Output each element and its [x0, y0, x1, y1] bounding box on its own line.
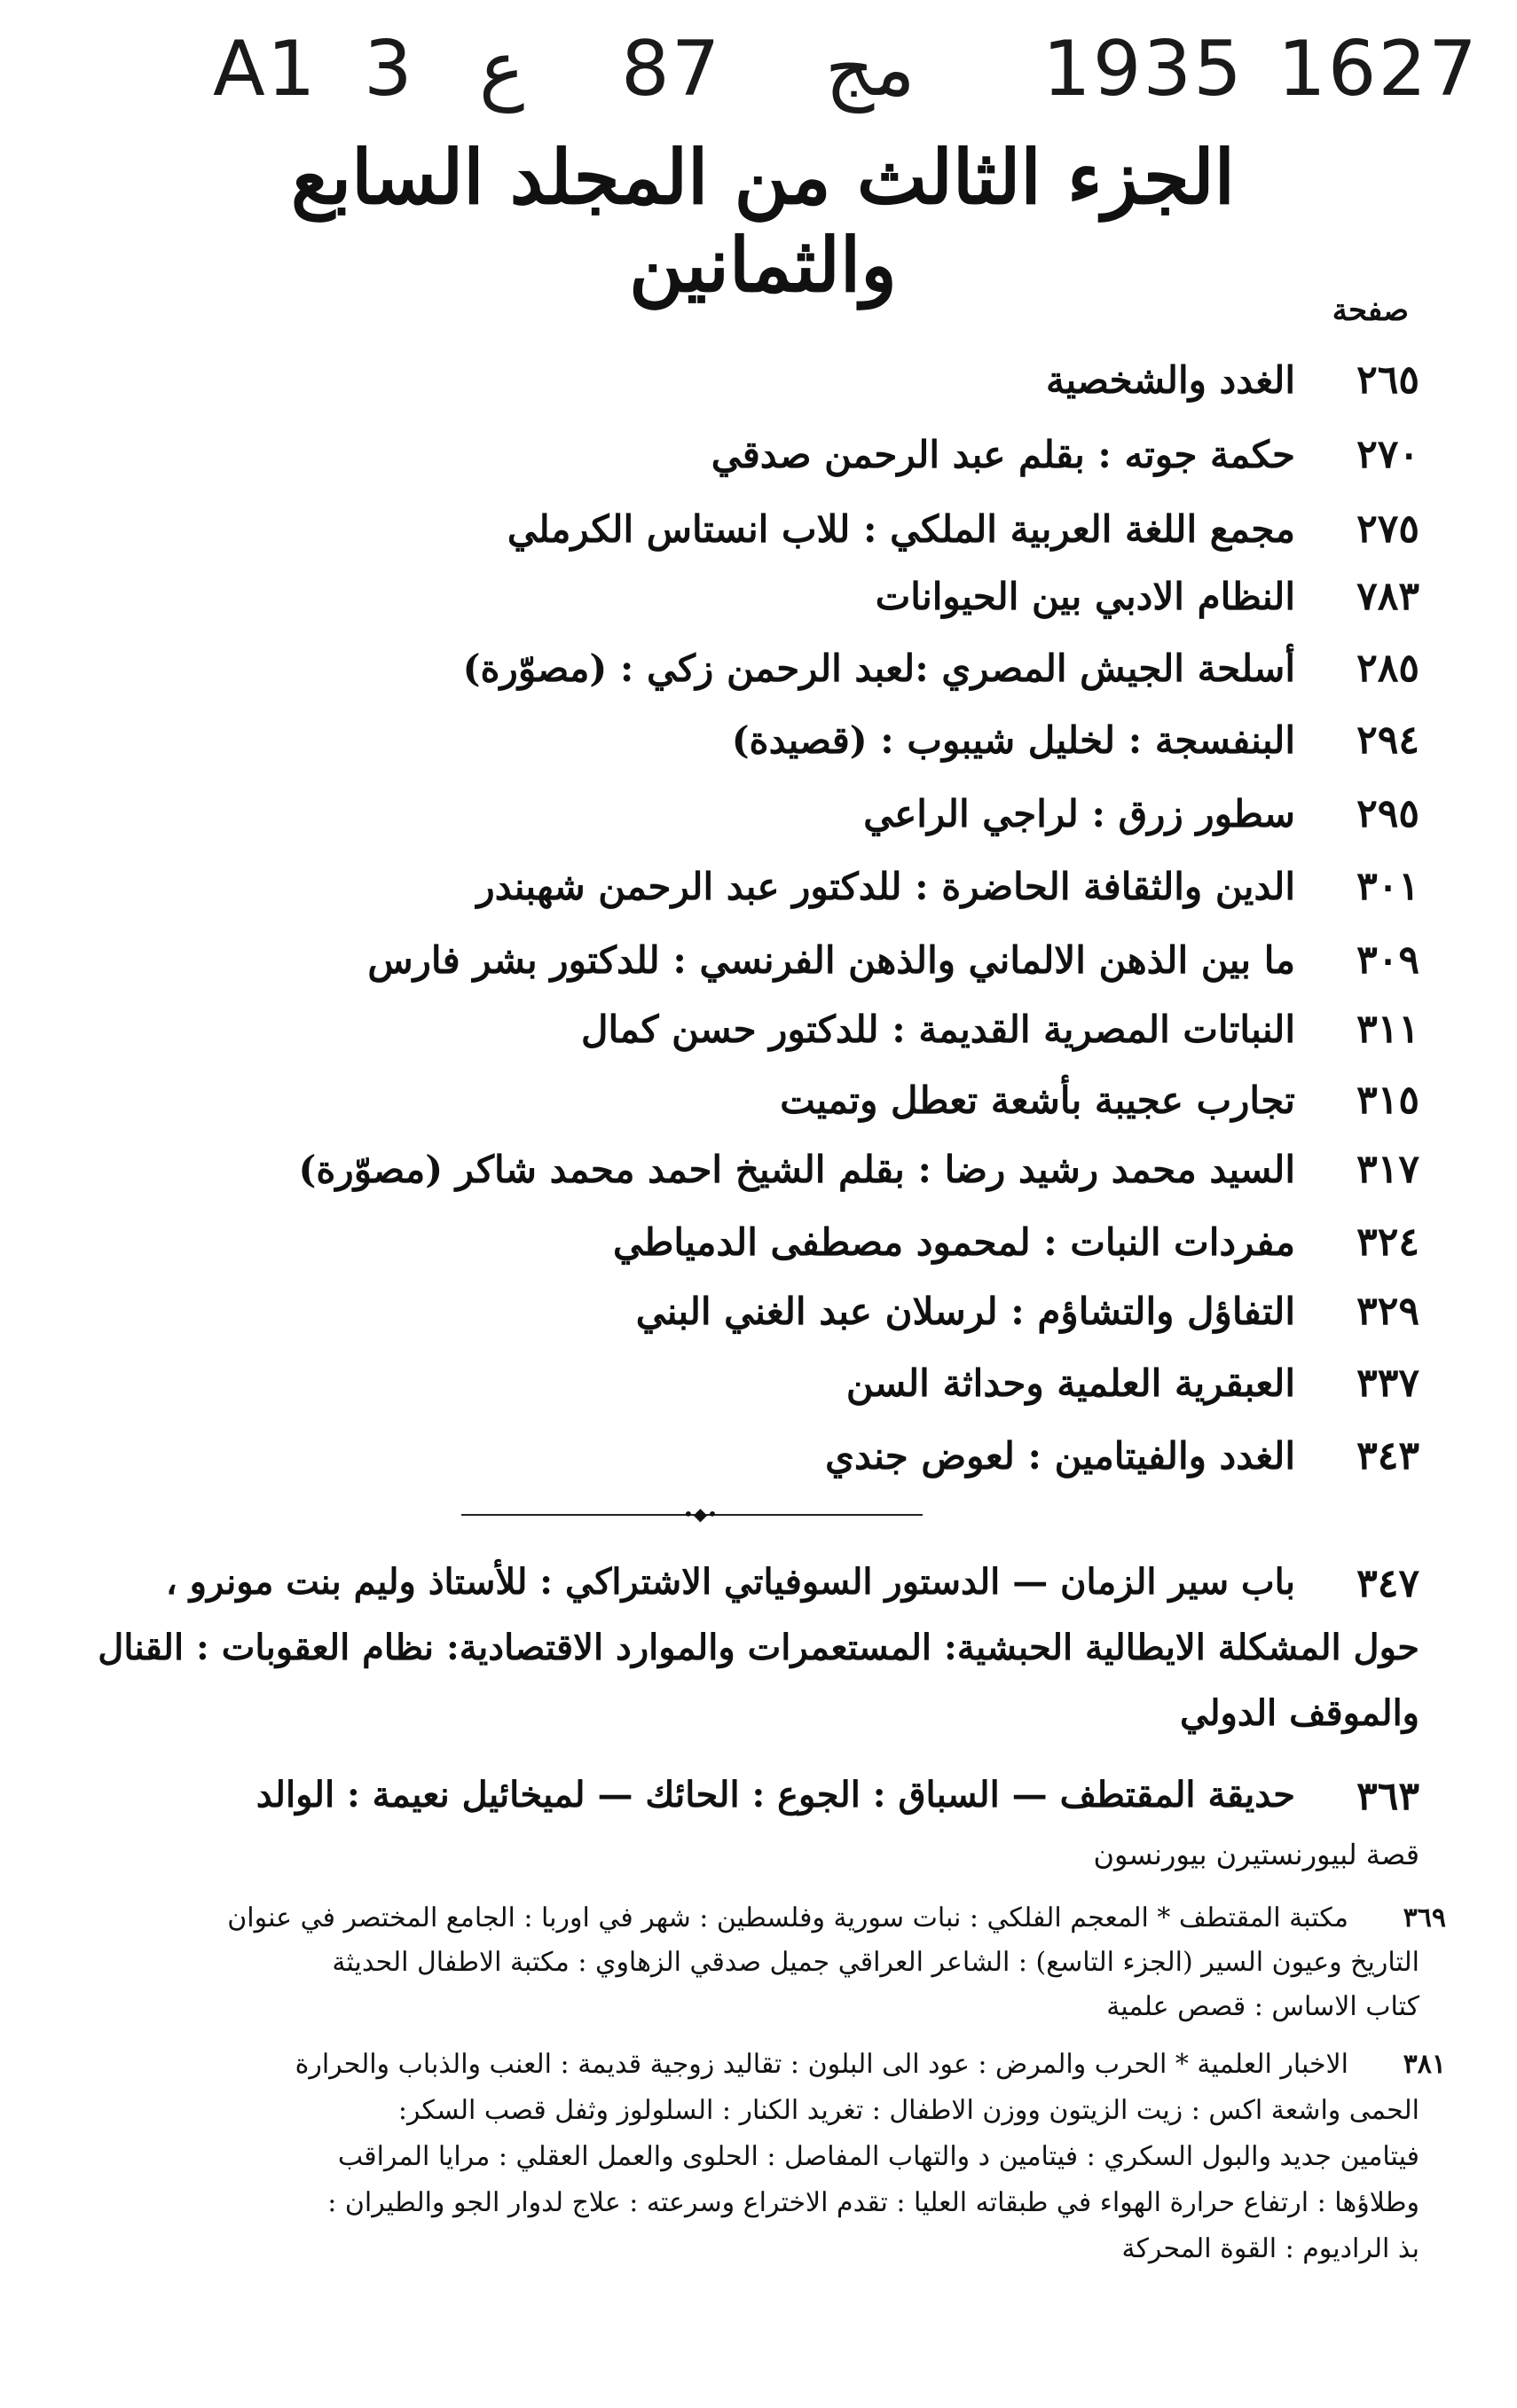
toc-title: النباتات المصرية القديمة : للدكتور حسن كمال	[580, 1007, 1295, 1051]
toc-entry	[71, 929, 1419, 991]
toc-page-number: ٢٧٠	[1356, 431, 1419, 477]
toc-page-number: ٢٧٥	[1356, 506, 1419, 552]
toc-title: حكمة جوته : بقلم عبد الرحمن صدقي	[711, 432, 1295, 476]
toc-page-number: ٢٦٥	[1356, 357, 1419, 403]
toc-page-number: ٣١٥	[1356, 1077, 1419, 1123]
toc-title: أسلحة الجيش المصري :لعبد الرحمن زكي : (مصوّرة)	[462, 646, 1295, 690]
toc-title: البنفسجة : لخليل شيبوب : (قصيدة)	[731, 718, 1295, 762]
handwritten-item: مج	[825, 25, 916, 114]
toc-title: مجمع اللغة العربية الملكي : للاب انستاس الكرملي	[507, 506, 1295, 551]
handwritten-item: 87	[621, 25, 722, 114]
toc-entry	[71, 1138, 1419, 1200]
toc-page-number: ٣٣٧	[1356, 1360, 1419, 1406]
toc-line: كتاب الاساس : قصص علمية	[1106, 1991, 1419, 2022]
toc-line: باب سير الزمان — الدستور السوفياتي الاشتراكي : للأستاذ وليم بنت مونرو ،	[165, 1561, 1295, 1603]
toc-section-381	[27, 2049, 1446, 2297]
toc-entry	[71, 423, 1419, 485]
handwritten-item: 1935	[1042, 25, 1244, 114]
toc-section-347	[35, 1561, 1419, 1756]
toc-title: النظام الادبي بين الحيوانات	[875, 574, 1295, 618]
toc-line: الحمى واشعة اكس : زيت الزيتون ووزن الاطفال : تغريد الكنار : السلولوز وثفل قصب السكر:	[397, 2095, 1419, 2126]
toc-entry	[71, 855, 1419, 917]
toc-line: حديقة المقتطف — السباق : الجوع : الحائك — لميخائيل نعيمة : الوالد	[255, 1774, 1295, 1816]
toc-page-number: ٣٤٣	[1356, 1432, 1419, 1479]
toc-entry	[71, 1211, 1419, 1273]
handwritten-reference	[213, 25, 1490, 122]
toc-page-number: ٣٦٣	[1356, 1774, 1419, 1819]
handwritten-item: 3	[364, 25, 414, 114]
divider-ornament-icon: •◆•	[683, 1503, 718, 1525]
handwritten-item: A1	[213, 25, 318, 114]
toc-page-number: ٣٠٩	[1356, 937, 1419, 983]
toc-page-number: ٢٩٤	[1356, 717, 1419, 763]
toc-title: السيد محمد رشيد رضا : بقلم الشيخ احمد محمد شاكر (مصوّرة)	[298, 1147, 1295, 1191]
toc-entry	[71, 1280, 1419, 1342]
toc-line: حول المشكلة الايطالية الحبشية: المستعمرات والموارد الاقتصادية: نظام العقوبات : القنال	[98, 1627, 1419, 1668]
toc-title: سطور زرق : لراجي الراعي	[863, 791, 1295, 835]
handwritten-item: ع	[479, 25, 525, 114]
toc-page-number: ٣١١	[1356, 1006, 1419, 1052]
toc-page-number: ٣٢٩	[1356, 1288, 1419, 1334]
toc-section-369	[27, 1902, 1446, 2049]
toc-page-number: ٣٠١	[1356, 863, 1419, 909]
toc-page-number: ٧٨٣	[1356, 573, 1419, 619]
toc-page-number: ٢٨٥	[1356, 645, 1419, 691]
toc-line: والموقف الدولي	[1180, 1692, 1419, 1734]
toc-entry	[71, 1352, 1419, 1414]
toc-page-number: ٢٩٥	[1356, 790, 1419, 836]
toc-line: بذ الراديوم : القوة المحركة	[1121, 2233, 1419, 2264]
toc-title: مفردات النبات : لمحمود مصطفى الدمياطي	[612, 1220, 1295, 1264]
toc-line: الاخبار العلمية * الحرب والمرض : عود الى البلون : تقاليد زوجية قديمة : العنب والذباب والحرارة	[295, 2049, 1348, 2080]
toc-title: العبقرية العلمية وحداثة السن	[845, 1361, 1295, 1405]
toc-entry	[71, 1424, 1419, 1486]
toc-line: التاريخ وعيون السير (الجزء التاسع) : الشاعر العراقي جميل صدقي الزهاوي : مكتبة الاطفال الحديثة	[332, 1947, 1419, 1978]
toc-entry	[71, 782, 1419, 844]
page-column-heading: صفحة	[1332, 293, 1409, 328]
toc-title: الغدد والشخصية	[1045, 357, 1295, 402]
toc-page-number: ٣٦٩	[1403, 1902, 1446, 1933]
toc-line: قصة لبيورنستيرن بيورنسون	[1093, 1838, 1419, 1871]
toc-title: تجارب عجيبة بأشعة تعطل وتميت	[780, 1078, 1295, 1122]
toc-page-number: ٣٨١	[1403, 2049, 1446, 2080]
toc-title: ما بين الذهن الالماني والذهن الفرنسي : للدكتور بشر فارس	[367, 937, 1295, 982]
toc-page-number: ٣٢٤	[1356, 1219, 1419, 1265]
toc-line: وطلاؤها : ارتفاع حرارة الهواء في طبقاته العليا : تقدم الاختراع وسرعته : علاج لدوار الجو والطيران :	[327, 2187, 1419, 2218]
toc-line: مكتبة المقتطف * المعجم الفلكي : نبات سورية وفلسطين : شهر في اوربا : الجامع المختصر في عنوان	[227, 1902, 1348, 1933]
toc-entry	[71, 709, 1419, 771]
toc-title: الدين والثقافة الحاضرة : للدكتور عبد الرحمن شهبندر	[476, 864, 1295, 908]
toc-entry	[71, 1069, 1419, 1131]
handwritten-item: 1627	[1277, 25, 1479, 114]
toc-entry	[71, 498, 1419, 560]
toc-title: التفاؤل والتشاؤم : لرسلان عبد الغني البني	[635, 1289, 1295, 1333]
toc-section-363	[35, 1774, 1419, 1898]
toc-line: فيتامين جديد والبول السكري : فيتامين د والتهاب المفاصل : الحلوى والعمل العقلي : مرايا المراقب	[337, 2141, 1419, 2172]
toc-title: الغدد والفيتامين : لعوض جندي	[825, 1433, 1295, 1478]
toc-entry	[71, 565, 1419, 627]
toc-entry	[71, 349, 1419, 411]
page-title: الجزء الثالث من المجلد السابع والثمانين	[290, 133, 1236, 309]
toc-page-number: ٣١٧	[1356, 1146, 1419, 1192]
toc-entry	[71, 637, 1419, 699]
toc-entry	[71, 998, 1419, 1060]
toc-page-number: ٣٤٧	[1356, 1561, 1419, 1606]
